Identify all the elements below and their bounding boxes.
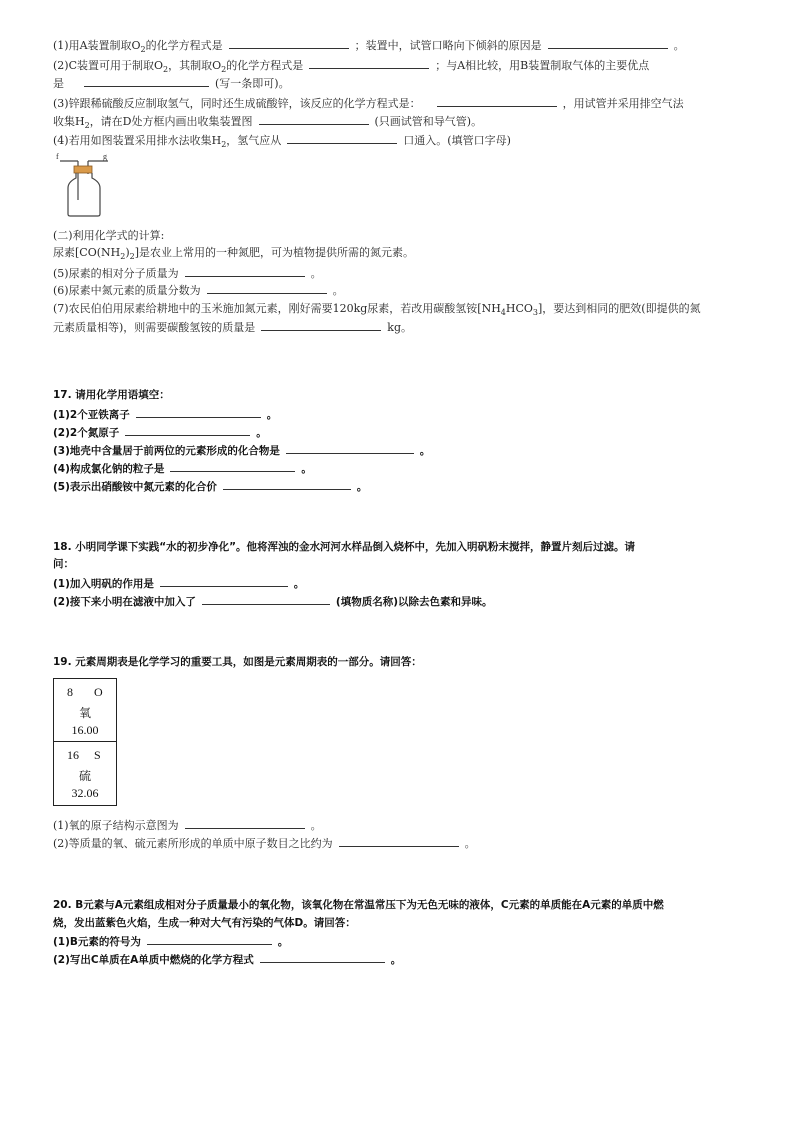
q17-label: (1)2个亚铁离子 bbox=[53, 409, 130, 421]
subscript: 2 bbox=[221, 65, 227, 75]
question-17-title: 17. 请用化学用语填空： bbox=[53, 389, 170, 401]
element-name: 氧 bbox=[78, 706, 91, 720]
answer-blank[interactable] bbox=[84, 76, 209, 87]
answer-blank[interactable] bbox=[223, 479, 351, 490]
gas-bottle-diagram bbox=[56, 152, 112, 218]
q2-text: ；与A相比较，用B装置制取气体的主要优点 bbox=[435, 59, 650, 72]
part2-title: (二)利用化学式的计算: bbox=[53, 229, 165, 242]
q17-item-1 bbox=[53, 407, 754, 422]
q17-label: (5)表示出硝酸铵中氮元素的化合价 bbox=[53, 481, 217, 493]
answer-blank[interactable] bbox=[261, 320, 381, 331]
q1-text: (1)用A装置制取O bbox=[53, 39, 141, 52]
q4-text: (4)若用如图装置采用排水法收集H bbox=[53, 134, 222, 147]
q1-text: ；装置中，试管口略向下倾斜的原因是 bbox=[354, 39, 542, 52]
period: 。 bbox=[356, 481, 368, 493]
subscript: 2 bbox=[120, 252, 126, 262]
atomic-number: 8 bbox=[67, 685, 73, 699]
question-4-line bbox=[53, 133, 754, 148]
element-cell-oxygen bbox=[54, 679, 116, 741]
q1-text: 。 bbox=[673, 39, 685, 52]
element-symbol: S bbox=[94, 748, 101, 762]
q7-text: HCO bbox=[505, 302, 533, 315]
q19-item-1 bbox=[53, 818, 754, 833]
question-2-line bbox=[53, 58, 754, 73]
q6-text: (6)尿素中氮元素的质量分数为 bbox=[53, 284, 201, 297]
period: 。 bbox=[256, 427, 267, 439]
question-18-line-1: 18. 小明同学课下实践“水的初步净化”。他将浑浊的金水河河水样品倒入烧杯中，先加入明矾粉末搅拌，静置片刻后过滤。请 bbox=[53, 541, 636, 553]
q17-label: (2)2个氮原子 bbox=[53, 427, 120, 439]
subscript: 2 bbox=[163, 65, 169, 75]
q7-text: kg。 bbox=[387, 321, 413, 334]
subscript: 2 bbox=[129, 252, 135, 262]
intro-text: 尿素[CO(NH bbox=[53, 246, 121, 259]
q19-item-2 bbox=[53, 836, 754, 851]
period: 。 bbox=[293, 578, 305, 590]
period: 。 bbox=[419, 445, 431, 457]
q1-text: 的化学方程式是 bbox=[145, 39, 223, 52]
q7-text: 元素质量相等)，则需要碳酸氢铵的质量是 bbox=[53, 321, 256, 334]
q2-text: 是 bbox=[53, 77, 64, 90]
q2-text: 的化学方程式是 bbox=[226, 59, 304, 72]
intro-text: ) bbox=[125, 246, 130, 259]
answer-blank[interactable] bbox=[437, 96, 557, 107]
q17-item-2 bbox=[53, 425, 754, 440]
q3-text: (只画试管和导气管)。 bbox=[374, 115, 483, 128]
q3-text: 收集H bbox=[53, 115, 85, 128]
question-2-line-2 bbox=[53, 76, 754, 91]
question-18-line-2: 问： bbox=[53, 558, 74, 570]
q7-text: (7)农民伯伯用尿素给耕地中的玉米施加氮元素，刚好需要120kg尿素，若改用碳酸氢铵[NH bbox=[53, 302, 501, 315]
q5-text: (5)尿素的相对分子质量为 bbox=[53, 267, 179, 280]
q18-label: (2)接下来小明在滤液中加入了 bbox=[53, 596, 196, 608]
answer-blank[interactable] bbox=[170, 461, 295, 472]
answer-blank[interactable] bbox=[125, 425, 250, 436]
question-3-line bbox=[53, 96, 754, 111]
answer-blank[interactable] bbox=[548, 38, 668, 49]
q3-text: ，用试管并采用排空气法 bbox=[562, 97, 684, 110]
q18-label: (1)加入明矾的作用是 bbox=[53, 578, 154, 590]
question-5-line bbox=[53, 266, 754, 281]
answer-blank[interactable] bbox=[185, 266, 305, 277]
q17-item-5 bbox=[53, 479, 754, 494]
period: 。 bbox=[390, 954, 402, 966]
period: 。 bbox=[266, 409, 278, 421]
q19-label: (1)氧的原子结构示意图为 bbox=[53, 819, 179, 832]
pipe-label-f: f bbox=[56, 152, 59, 161]
atomic-mass: 32.06 bbox=[71, 786, 99, 800]
subscript: 2 bbox=[221, 140, 227, 150]
subscript: 4 bbox=[500, 308, 506, 318]
pipe-label-g: g bbox=[103, 152, 107, 161]
q4-text: 口通入。(填管口字母) bbox=[403, 134, 511, 147]
answer-blank[interactable] bbox=[229, 38, 349, 49]
q17-item-4 bbox=[53, 461, 754, 476]
atomic-mass: 16.00 bbox=[71, 723, 99, 737]
q20-label: (1)B元素的符号为 bbox=[53, 936, 141, 948]
q18-label: (填物质名称)以除去色素和异味。 bbox=[335, 596, 493, 608]
q6-text: 。 bbox=[332, 284, 344, 297]
question-20-line-1: 20. B元素与A元素组成相对分子质量最小的氧化物，该氧化物在常温常压下为无色无味的液体，C元素的单质能在A元素的单质中燃 bbox=[53, 899, 664, 911]
answer-blank[interactable] bbox=[287, 133, 397, 144]
answer-blank[interactable] bbox=[147, 934, 272, 945]
q18-item-1 bbox=[53, 576, 754, 591]
q4-text: ，氢气应从 bbox=[226, 134, 282, 147]
element-symbol: O bbox=[94, 685, 103, 699]
question-3-line-2 bbox=[53, 114, 754, 129]
q19-label: (2)等质量的氧、硫元素所形成的单质中原子数目之比约为 bbox=[53, 837, 333, 850]
q18-item-2 bbox=[53, 594, 754, 609]
answer-blank[interactable] bbox=[309, 58, 429, 69]
period: 。 bbox=[464, 837, 476, 850]
question-19-title: 19. 元素周期表是化学学习的重要工具，如图是元素周期表的一部分。请回答： bbox=[53, 656, 422, 668]
answer-blank[interactable] bbox=[339, 836, 459, 847]
q7-text: ]，要达到相同的肥效(即提供的氮 bbox=[538, 302, 701, 315]
periodic-table-fragment bbox=[53, 678, 117, 806]
subscript: 2 bbox=[140, 45, 146, 55]
q17-label: (3)地壳中含量居于前两位的元素形成的化合物是 bbox=[53, 445, 280, 457]
q20-item-2 bbox=[53, 952, 754, 967]
answer-blank[interactable] bbox=[286, 443, 414, 454]
atomic-number: 16 bbox=[67, 748, 79, 762]
question-20-line-2: 烧，发出蓝紫色火焰，生成一种对大气有污染的气体D。请回答： bbox=[53, 917, 356, 929]
element-name: 硫 bbox=[78, 769, 91, 783]
question-1-line bbox=[53, 38, 754, 53]
subscript: 3 bbox=[532, 308, 539, 318]
q17-label: (4)构成氯化钠的粒子是 bbox=[53, 463, 165, 475]
question-7-line-2 bbox=[53, 320, 754, 335]
answer-blank[interactable] bbox=[136, 407, 261, 418]
q5-text: 。 bbox=[310, 267, 322, 280]
q3-text: (3)锌跟稀硫酸反应制取氢气，同时还生成硫酸锌，该反应的化学方程式是： bbox=[53, 97, 421, 110]
urea-intro bbox=[53, 246, 754, 260]
q2-text: (2)C装置可用于制取O bbox=[53, 59, 164, 72]
period: 。 bbox=[310, 819, 322, 832]
answer-blank[interactable] bbox=[185, 818, 305, 829]
q17-item-3 bbox=[53, 443, 754, 458]
answer-blank[interactable] bbox=[160, 576, 288, 587]
subscript: 2 bbox=[84, 121, 90, 131]
answer-blank[interactable] bbox=[202, 594, 330, 605]
answer-blank[interactable] bbox=[259, 114, 369, 125]
q2-text: (写一条即可)。 bbox=[215, 77, 290, 90]
q20-item-1 bbox=[53, 934, 754, 949]
answer-blank[interactable] bbox=[207, 283, 327, 294]
intro-text: ]是农业上常用的一种氮肥，可为植物提供所需的氮元素。 bbox=[134, 246, 415, 259]
q20-label: (2)写出C单质在A单质中燃烧的化学方程式 bbox=[53, 954, 254, 966]
period: 。 bbox=[277, 936, 289, 948]
question-6-line bbox=[53, 283, 754, 298]
answer-blank[interactable] bbox=[260, 952, 385, 963]
q3-text: ，请在D处方框内画出收集装置图 bbox=[89, 115, 253, 128]
gas-bottle-svg bbox=[56, 152, 112, 218]
element-cell-sulfur bbox=[54, 741, 116, 804]
period: 。 bbox=[301, 463, 312, 475]
q2-text: ，其制取O bbox=[168, 59, 222, 72]
question-7-line bbox=[53, 302, 754, 316]
